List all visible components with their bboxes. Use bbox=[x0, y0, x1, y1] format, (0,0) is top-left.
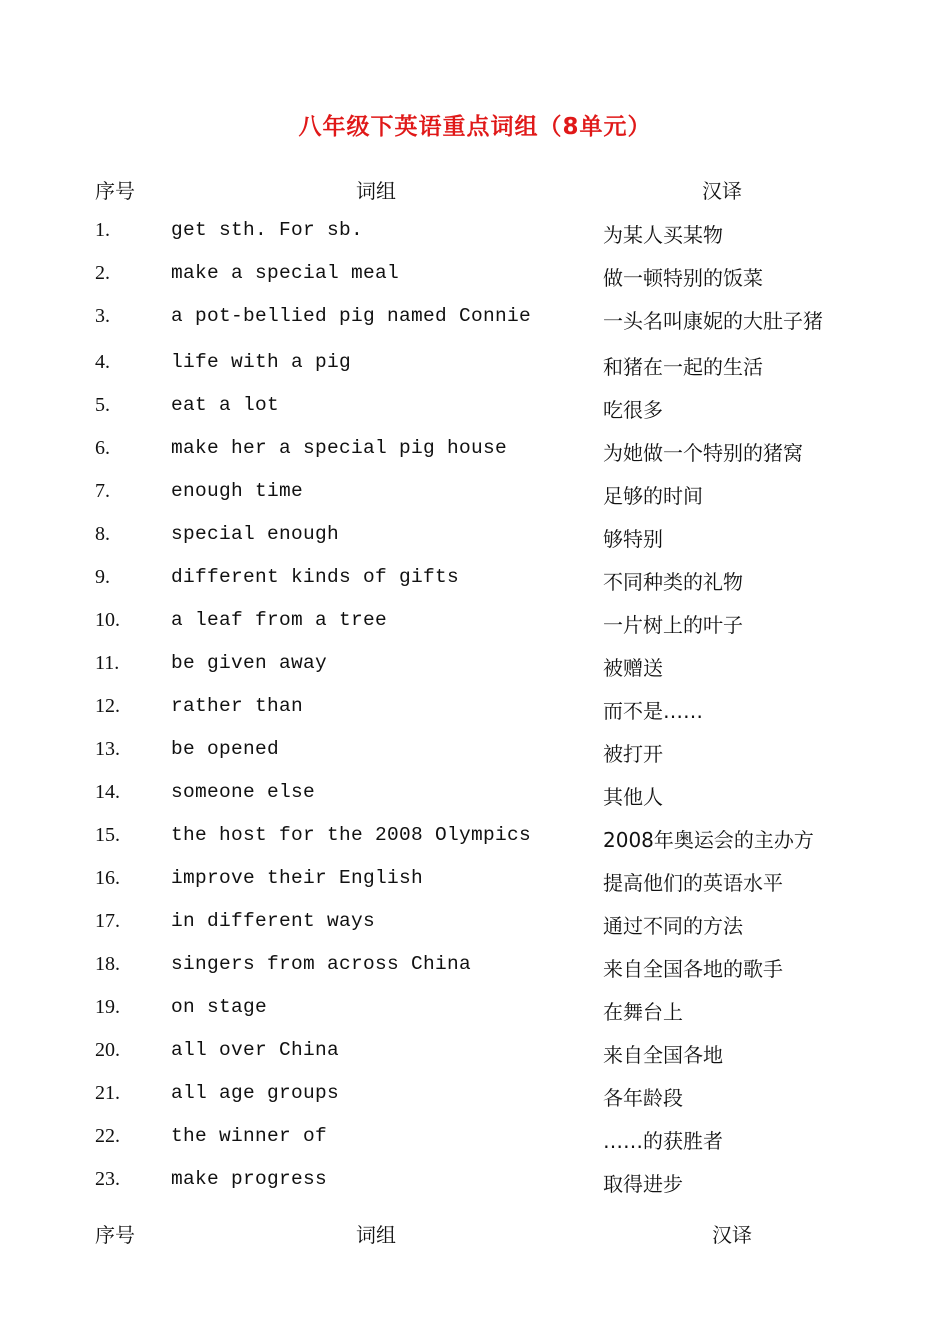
item-number: 3. bbox=[95, 305, 110, 327]
item-number: 1. bbox=[95, 219, 110, 241]
item-translation: 来自全国各地 bbox=[603, 1043, 723, 1067]
item-translation: 足够的时间 bbox=[603, 484, 703, 508]
header-translation: 汉译 bbox=[702, 179, 742, 203]
item-phrase: a leaf from a tree bbox=[171, 609, 388, 631]
item-translation: 吃很多 bbox=[603, 398, 663, 422]
item-number: 5. bbox=[95, 394, 110, 416]
item-number: 2. bbox=[95, 262, 110, 284]
item-phrase: make a special meal bbox=[171, 262, 400, 284]
item-number: 20. bbox=[95, 1039, 120, 1061]
item-phrase: different kinds of gifts bbox=[171, 566, 460, 588]
item-translation: 够特别 bbox=[603, 527, 663, 551]
item-phrase: on stage bbox=[171, 996, 268, 1018]
item-phrase: make her a special pig house bbox=[171, 437, 508, 459]
item-number: 19. bbox=[95, 996, 120, 1018]
item-phrase: eat a lot bbox=[171, 394, 280, 416]
item-number: 4. bbox=[95, 351, 110, 373]
item-translation: 被打开 bbox=[603, 742, 663, 766]
list-item bbox=[0, 566, 950, 596]
list-item bbox=[0, 867, 950, 897]
item-translation: 各年龄段 bbox=[603, 1086, 683, 1110]
item-number: 11. bbox=[95, 652, 120, 674]
item-number: 22. bbox=[95, 1125, 120, 1147]
list-item bbox=[0, 437, 950, 467]
item-phrase: singers from across China bbox=[171, 953, 472, 975]
list-item bbox=[0, 394, 950, 424]
item-number: 6. bbox=[95, 437, 110, 459]
item-number: 7. bbox=[95, 480, 110, 502]
item-number: 15. bbox=[95, 824, 120, 846]
item-translation: 一头名叫康妮的大肚子猪 bbox=[603, 309, 823, 333]
footer-header-phrase: 词组 bbox=[356, 1223, 396, 1247]
list-item bbox=[0, 305, 950, 335]
item-phrase: the host for the 2008 Olympics bbox=[171, 824, 532, 846]
list-item bbox=[0, 262, 950, 292]
item-translation: 在舞台上 bbox=[603, 1000, 683, 1024]
item-phrase: the winner of bbox=[171, 1125, 328, 1147]
item-phrase: get sth. For sb. bbox=[171, 219, 364, 241]
footer-header-num: 序号 bbox=[95, 1223, 135, 1247]
list-item bbox=[0, 1039, 950, 1069]
list-item bbox=[0, 1082, 950, 1112]
list-item bbox=[0, 609, 950, 639]
item-number: 9. bbox=[95, 566, 110, 588]
item-translation: 通过不同的方法 bbox=[603, 914, 743, 938]
header-phrase: 词组 bbox=[356, 179, 396, 203]
item-phrase: improve their English bbox=[171, 867, 424, 889]
list-item bbox=[0, 652, 950, 682]
list-item bbox=[0, 1168, 950, 1198]
item-number: 12. bbox=[95, 695, 120, 717]
item-number: 8. bbox=[95, 523, 110, 545]
item-phrase: all age groups bbox=[171, 1082, 340, 1104]
item-translation: 为她做一个特别的猪窝 bbox=[603, 441, 803, 465]
item-translation: 为某人买某物 bbox=[603, 223, 723, 247]
item-phrase: someone else bbox=[171, 781, 316, 803]
item-translation: 被赠送 bbox=[603, 656, 663, 680]
item-phrase: be given away bbox=[171, 652, 328, 674]
list-item bbox=[0, 824, 950, 854]
item-translation: 其他人 bbox=[603, 785, 663, 809]
item-number: 18. bbox=[95, 953, 120, 975]
item-translation: 取得进步 bbox=[603, 1172, 683, 1196]
item-phrase: enough time bbox=[171, 480, 304, 502]
list-item bbox=[0, 523, 950, 553]
page-title: 八年级下英语重点词组（8单元） bbox=[298, 114, 652, 140]
item-translation: 和猪在一起的生活 bbox=[603, 355, 763, 379]
list-item bbox=[0, 219, 950, 249]
list-item bbox=[0, 953, 950, 983]
item-translation: 做一顿特别的饭菜 bbox=[603, 266, 763, 290]
list-item bbox=[0, 480, 950, 510]
item-translation: 来自全国各地的歌手 bbox=[603, 957, 783, 981]
item-phrase: make progress bbox=[171, 1168, 328, 1190]
item-translation: 2008年奥运会的主办方 bbox=[603, 828, 814, 852]
list-item bbox=[0, 910, 950, 940]
list-item bbox=[0, 695, 950, 725]
item-phrase: in different ways bbox=[171, 910, 376, 932]
item-translation: ……的获胜者 bbox=[603, 1129, 723, 1153]
list-item bbox=[0, 996, 950, 1026]
list-item bbox=[0, 781, 950, 811]
item-number: 21. bbox=[95, 1082, 120, 1104]
item-phrase: all over China bbox=[171, 1039, 340, 1061]
item-number: 14. bbox=[95, 781, 120, 803]
list-item bbox=[0, 351, 950, 381]
item-phrase: a pot-bellied pig named Connie bbox=[171, 305, 532, 327]
item-number: 23. bbox=[95, 1168, 120, 1190]
item-phrase: special enough bbox=[171, 523, 340, 545]
item-number: 10. bbox=[95, 609, 120, 631]
item-phrase: be opened bbox=[171, 738, 280, 760]
list-item bbox=[0, 738, 950, 768]
item-phrase: rather than bbox=[171, 695, 304, 717]
item-number: 16. bbox=[95, 867, 120, 889]
item-translation: 不同种类的礼物 bbox=[603, 570, 743, 594]
item-translation: 提高他们的英语水平 bbox=[603, 871, 783, 895]
item-translation: 而不是…… bbox=[603, 699, 703, 723]
item-number: 13. bbox=[95, 738, 120, 760]
item-number: 17. bbox=[95, 910, 120, 932]
item-phrase: life with a pig bbox=[171, 351, 352, 373]
header-num: 序号 bbox=[95, 179, 135, 203]
footer-header-translation: 汉译 bbox=[712, 1223, 752, 1247]
item-translation: 一片树上的叶子 bbox=[603, 613, 743, 637]
list-item bbox=[0, 1125, 950, 1155]
